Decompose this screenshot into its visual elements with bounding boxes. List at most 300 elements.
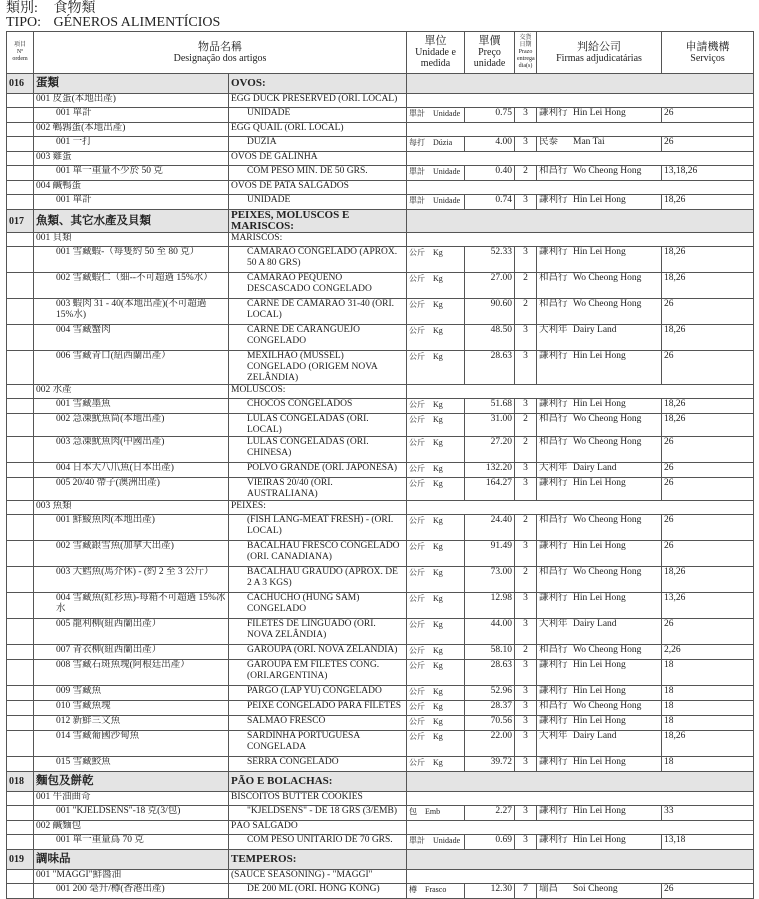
item-name-pt: PEIXE CONGELADO PARA FILETES [229, 701, 407, 716]
unit-price: 44.00 [465, 619, 515, 645]
unit-pt: Kg [433, 479, 443, 488]
item-name-cn: 005 20/40 帶子(澳洲出產) [34, 478, 229, 501]
services: 26 [662, 884, 754, 899]
item-name-pt: BACALHAU FRESCO CONGELADO (ORI. CANADIANA) [229, 541, 407, 567]
ordem-cell [7, 299, 34, 325]
item-row [7, 806, 754, 821]
group-name-cn: 001 皮蛋(本地出產) [34, 94, 229, 108]
item-row [7, 166, 754, 181]
delivery-days: 3 [515, 660, 537, 686]
firm-cell [537, 541, 662, 567]
ordem-cell [7, 123, 34, 137]
ordem-cell [7, 414, 34, 437]
item-name-cn: 004 日本大八爪魚(日本出產) [34, 463, 229, 478]
group-row [7, 123, 754, 137]
unit-pt: Kg [433, 687, 443, 696]
unit-cn: 樽 [409, 885, 418, 894]
services: 26 [662, 515, 754, 541]
group-name-pt: (SAUCE SEASONING) - "MAGGI" [229, 870, 407, 884]
firm-cell [537, 515, 662, 541]
group-filler [407, 94, 754, 108]
item-name-pt: BACALHAU GRAÚDO (APROX. DE 2 A 3 KGS) [229, 567, 407, 593]
services: 13,18 [662, 835, 754, 850]
firm-cell [537, 325, 662, 351]
group-name-pt: PEIXES: [229, 501, 407, 515]
desc-pt: Designação dos artigos [173, 52, 267, 64]
services: 26 [662, 437, 754, 463]
services: 18 [662, 686, 754, 701]
item-name-pt: FILETES DE LINGUADO (ORI. NOVA ZELÂNDIA) [229, 619, 407, 645]
item-name-pt: VIEIRAS 20/40 (ORI. AUSTRALIANA) [229, 478, 407, 501]
delivery-days: 3 [515, 478, 537, 501]
section-filler [407, 850, 754, 870]
unit-pt: Emb [425, 807, 441, 816]
unit-cn: 包 [409, 807, 418, 816]
desc-cn: 物品名稱 [198, 40, 242, 53]
firm-name: Hin Lei Hong [573, 399, 626, 409]
item-name-cn: 001 鮮鯪魚肉(本地出產) [34, 515, 229, 541]
item-row [7, 731, 754, 757]
unit-cn: 公斤 [409, 758, 426, 767]
group-filler [407, 792, 754, 806]
item-name-pt: MEXILHÃO (MUSSEL) CONGELADO (ORIGEM NOVA ZELÂNDIA) [229, 351, 407, 385]
unit-cell [407, 884, 465, 899]
firm-name-cn: 瑞昌 [539, 884, 559, 894]
group-row [7, 181, 754, 195]
unit-pt: Kg [433, 568, 443, 577]
section-name-pt: TEMPEROS: [229, 850, 407, 870]
item-name-cn: 005 龍利柳(紐西蘭出產） [34, 619, 229, 645]
firm-name-cn: 謙利行 [539, 806, 568, 816]
delivery-days: 2 [515, 299, 537, 325]
ordem-cell [7, 731, 34, 757]
unit-price: 90.60 [465, 299, 515, 325]
group-name-pt: MARISCOS: [229, 233, 407, 247]
item-name-pt: SALMÃO FRESCO [229, 716, 407, 731]
group-filler [407, 821, 754, 835]
group-name-pt: EGG QUAIL (ORI. LOCAL) [229, 123, 407, 137]
firm-name-cn: 和昌行 [539, 645, 568, 655]
unit-price: 31.00 [465, 414, 515, 437]
item-row [7, 835, 754, 850]
firm-name: Wo Cheong Hong [573, 701, 642, 711]
ordem-cell [7, 233, 34, 247]
firm-cell [537, 351, 662, 385]
group-name-cn: 001 貝類 [34, 233, 229, 247]
unit-cell [407, 273, 465, 299]
ordem-cell [7, 195, 34, 210]
unit-cell [407, 835, 465, 850]
firm-name-cn: 大利年 [539, 463, 568, 473]
unit-price: 0.75 [465, 108, 515, 123]
unit-pt: Kg [433, 646, 443, 655]
item-row [7, 515, 754, 541]
item-name-pt: CAMARÃO PEQUENO DESCASCADO CONGELADO [229, 273, 407, 299]
section-name-pt: PÃO E BOLACHAS: [229, 772, 407, 792]
price-cn: 單價 [478, 35, 501, 47]
firm-name: Wo Cheong Hong [573, 273, 642, 283]
unit-cell [407, 195, 465, 210]
delivery-days: 3 [515, 399, 537, 414]
group-name-pt: EGG DUCK PRESERVED (ORI. LOCAL) [229, 94, 407, 108]
unit-pt: Kg [433, 516, 443, 525]
unit-pt: Unidade e medida [415, 47, 456, 69]
services: 26 [662, 463, 754, 478]
ordem-cell [7, 716, 34, 731]
unit-price: 52.33 [465, 247, 515, 273]
section-row [7, 772, 754, 792]
unit-cn: 單計 [409, 109, 426, 118]
delivery-days: 3 [515, 108, 537, 123]
ordem-cell [7, 399, 34, 414]
unit-pt: Kg [433, 352, 443, 361]
ordem-cn: 項目 [13, 42, 26, 48]
group-filler [407, 870, 754, 884]
item-name-cn: 003 大鱈魚(馬介休) - (約 2 至 3 公斤） [34, 567, 229, 593]
section-row [7, 850, 754, 870]
item-row [7, 325, 754, 351]
unit-pt: Unidade [433, 167, 461, 176]
item-name-pt: PARGO (LAP YU) CONGELADO [229, 686, 407, 701]
firm-name-cn: 和昌行 [539, 414, 568, 424]
unit-cell [407, 716, 465, 731]
item-name-pt: COM PESO UNITÁRIO DE 70 GRS. [229, 835, 407, 850]
section-row [7, 210, 754, 233]
unit-pt: Kg [433, 717, 443, 726]
item-name-pt: SERRA CONGELADO [229, 757, 407, 772]
section-name-cn: 蛋類 [34, 74, 229, 94]
group-row [7, 870, 754, 884]
unit-cn: 公斤 [409, 568, 426, 577]
services: 18,26 [662, 325, 754, 351]
section-code: 018 [7, 772, 34, 792]
delivery-days: 3 [515, 731, 537, 757]
firm-cell [537, 806, 662, 821]
unit-cn: 公斤 [409, 516, 426, 525]
ordem-cell [7, 385, 34, 399]
item-row [7, 137, 754, 152]
item-row [7, 463, 754, 478]
delivery-days: 3 [515, 325, 537, 351]
unit-cn: 每打 [409, 138, 426, 147]
section-filler [407, 74, 754, 94]
group-name-cn: 001 "MAGGI"鮮醬油 [34, 870, 229, 884]
firm-name-cn: 謙利行 [539, 835, 568, 845]
section-name-cn: 麵包及餅乾 [34, 772, 229, 792]
firm-pt: Firmas adjudicatárias [556, 52, 642, 64]
ordem-cell [7, 351, 34, 385]
services: 18 [662, 757, 754, 772]
firm-cell [537, 731, 662, 757]
group-filler [407, 233, 754, 247]
firm-name-cn: 謙利行 [539, 351, 568, 361]
item-name-pt: "KJELDSENS" - DE 18 GRS (3/EMB) [229, 806, 407, 821]
unit-cn: 單位 [424, 35, 447, 47]
unit-cn: 公斤 [409, 620, 426, 629]
item-row [7, 757, 754, 772]
unit-cn: 單計 [409, 167, 426, 176]
item-name-cn: 014 雪藏葡國沙甸魚 [34, 731, 229, 757]
firm-name: Dairy Land [573, 463, 617, 473]
col-header-ordem [7, 32, 34, 74]
unit-pt: Kg [433, 415, 443, 424]
item-name-cn: 001 單計 [34, 108, 229, 123]
firm-name-cn: 大利年 [539, 325, 568, 335]
firm-cell [537, 660, 662, 686]
item-name-cn: 001 單一重量爲 70 克 [34, 835, 229, 850]
delivery-days: 2 [515, 273, 537, 299]
item-row [7, 351, 754, 385]
unit-pt: Frasco [425, 885, 447, 894]
item-name-cn: 007 青衣柳(紐西蘭出產） [34, 645, 229, 660]
delivery-days: 2 [515, 645, 537, 660]
col-header-firmas [537, 32, 662, 74]
services: 26 [662, 137, 754, 152]
ordem-cell [7, 501, 34, 515]
unit-price: 52.96 [465, 686, 515, 701]
firm-cell [537, 884, 662, 899]
unit-cell [407, 541, 465, 567]
delivery-days: 2 [515, 437, 537, 463]
ordem-cell [7, 463, 34, 478]
unit-cell [407, 686, 465, 701]
unit-price: 24.40 [465, 515, 515, 541]
unit-cell [407, 325, 465, 351]
type-label: TIPO: [6, 15, 41, 30]
item-name-pt: CACHUCHO (HUNG SAM) CONGELADO [229, 593, 407, 619]
unit-pt: Kg [433, 300, 443, 309]
item-name-cn: 010 雪藏魚塊 [34, 701, 229, 716]
unit-cn: 單計 [409, 196, 426, 205]
unit-price: 91.49 [465, 541, 515, 567]
unit-cell [407, 108, 465, 123]
firm-name: Wo Cheong Hong [573, 567, 642, 577]
item-name-pt: UNIDADE [229, 195, 407, 210]
unit-price: 0.40 [465, 166, 515, 181]
unit-cn: 單計 [409, 836, 426, 845]
unit-pt: Kg [433, 702, 443, 711]
firm-name: Hin Lei Hong [573, 108, 626, 118]
firm-cell [537, 478, 662, 501]
services: 13,26 [662, 593, 754, 619]
item-name-pt: CARNE DE CAMARÃO 31-40 (ORI. LOCAL) [229, 299, 407, 325]
firm-name-cn: 大利年 [539, 731, 568, 741]
group-filler [407, 123, 754, 137]
services: 26 [662, 351, 754, 385]
firm-name-cn: 謙利行 [539, 399, 568, 409]
group-name-cn: 004 鹹鴨蛋 [34, 181, 229, 195]
item-row [7, 541, 754, 567]
firm-cell [537, 757, 662, 772]
unit-price: 4.00 [465, 137, 515, 152]
unit-price: 48.50 [465, 325, 515, 351]
firm-name: Dairy Land [573, 619, 617, 629]
delivery-days: 2 [515, 515, 537, 541]
unit-cell [407, 247, 465, 273]
item-name-pt: CARNE DE CARANGUEJO CONGELADO [229, 325, 407, 351]
services: 18,26 [662, 399, 754, 414]
unit-cn: 公斤 [409, 438, 426, 447]
item-row [7, 701, 754, 716]
unit-cn: 公斤 [409, 400, 426, 409]
firm-name-cn: 謙利行 [539, 478, 568, 488]
ordem-cell [7, 137, 34, 152]
firm-name: Wo Cheong Hong [573, 645, 642, 655]
firm-cell [537, 166, 662, 181]
firm-cell [537, 716, 662, 731]
unit-cn: 公斤 [409, 661, 426, 670]
section-code: 019 [7, 850, 34, 870]
item-name-cn: 001 雪藏蝦-（每隻約 50 至 80 克） [34, 247, 229, 273]
unit-pt: Kg [433, 464, 443, 473]
firm-name: Hin Lei Hong [573, 478, 626, 488]
unit-price: 12.30 [465, 884, 515, 899]
ordem-cell [7, 325, 34, 351]
firm-name: Hin Lei Hong [573, 835, 626, 845]
services: 26 [662, 478, 754, 501]
col-header-prazo [515, 32, 537, 74]
unit-cell [407, 166, 465, 181]
unit-pt: Kg [433, 542, 443, 551]
ordem-cell [7, 181, 34, 195]
col-header-servicos [662, 32, 754, 74]
ordem-cell [7, 806, 34, 821]
firm-name-cn: 和昌行 [539, 701, 568, 711]
unit-price: 132.20 [465, 463, 515, 478]
unit-cn: 公斤 [409, 702, 426, 711]
firm-name: Hin Lei Hong [573, 716, 626, 726]
section-name-pt: OVOS: [229, 74, 407, 94]
unit-pt: Kg [433, 248, 443, 257]
group-name-pt: BISCOITOS BUTTER COOKIES [229, 792, 407, 806]
group-filler [407, 181, 754, 195]
unit-cn: 公斤 [409, 479, 426, 488]
item-row [7, 299, 754, 325]
firm-name: Wo Cheong Hong [573, 414, 642, 424]
delivery-days: 3 [515, 716, 537, 731]
firm-name: Hin Lei Hong [573, 247, 626, 257]
delivery-days: 3 [515, 195, 537, 210]
category-label: 類別: [6, 1, 38, 16]
firm-name-cn: 和昌行 [539, 166, 568, 176]
item-row [7, 660, 754, 686]
ordem-cell [7, 870, 34, 884]
ordem-cell [7, 701, 34, 716]
delivery-days: 3 [515, 463, 537, 478]
item-row [7, 399, 754, 414]
delivery-days: 3 [515, 351, 537, 385]
firm-name-cn: 民泰 [539, 137, 559, 147]
firm-cell [537, 619, 662, 645]
firm-cell [537, 593, 662, 619]
item-row [7, 686, 754, 701]
item-name-pt: GAROUPA EM FILETES CONG. (ORI.ARGENTINA) [229, 660, 407, 686]
unit-cell [407, 567, 465, 593]
unit-cn: 公斤 [409, 415, 426, 424]
section-filler [407, 210, 754, 233]
item-name-pt: LULAS CONGELADAS (ORI. LOCAL) [229, 414, 407, 437]
firm-cell [537, 299, 662, 325]
item-name-pt: LULAS CONGELADAS (ORI. CHINESA) [229, 437, 407, 463]
unit-cell [407, 619, 465, 645]
item-name-pt: DE 200 ML (ORI. HONG KONG) [229, 884, 407, 899]
unit-cn: 公斤 [409, 646, 426, 655]
unit-pt: Dúzia [433, 138, 453, 147]
item-name-pt: GAROUPA (ORI. NOVA ZELÂNDIA) [229, 645, 407, 660]
delivery-days: 2 [515, 414, 537, 437]
section-name-cn: 魚類、其它水產及貝類 [34, 210, 229, 233]
item-name-pt: CAMARÃO CONGELADO (APROX. 50 A 80 GRS) [229, 247, 407, 273]
delivery-days: 3 [515, 541, 537, 567]
firm-name: Wo Cheong Hong [573, 299, 642, 309]
item-row [7, 478, 754, 501]
firm-cell [537, 701, 662, 716]
unit-pt: Kg [433, 620, 443, 629]
firm-name-cn: 謙利行 [539, 716, 568, 726]
unit-cell [407, 731, 465, 757]
unit-price: 22.00 [465, 731, 515, 757]
group-name-pt: OVOS DE PATA SALGADOS [229, 181, 407, 195]
item-name-cn: 008 雪藏石斑魚塊(阿根廷出產） [34, 660, 229, 686]
unit-cn: 公斤 [409, 732, 426, 741]
item-name-pt: CHOCOS CONGELADOS [229, 399, 407, 414]
firm-name-cn: 謙利行 [539, 757, 568, 767]
ordem-cell [7, 247, 34, 273]
firm-name-cn: 和昌行 [539, 515, 568, 525]
unit-price: 51.68 [465, 399, 515, 414]
group-name-cn: 001 牛油曲奇 [34, 792, 229, 806]
item-name-cn: 001 單一重量不少於 50 克 [34, 166, 229, 181]
group-name-cn: 003 雞蛋 [34, 152, 229, 166]
services: 18,26 [662, 273, 754, 299]
firm-name-cn: 謙利行 [539, 686, 568, 696]
firm-name: Hin Lei Hong [573, 541, 626, 551]
firm-cell [537, 108, 662, 123]
delivery-days: 7 [515, 884, 537, 899]
item-name-cn: 002 急凍魷魚筒(本地出產) [34, 414, 229, 437]
unit-pt: Kg [433, 274, 443, 283]
section-name-cn: 調味品 [34, 850, 229, 870]
item-row [7, 567, 754, 593]
unit-pt: Kg [433, 400, 443, 409]
services: 26 [662, 619, 754, 645]
table-header-row [7, 32, 754, 74]
firm-cell [537, 414, 662, 437]
ordem-pt: ordem [12, 56, 28, 62]
unit-cn: 公斤 [409, 594, 426, 603]
category-value: 食物類 [53, 1, 96, 16]
item-name-pt: (FISH LANG-MEAT FRESH) - (ORI. LOCAL) [229, 515, 407, 541]
delivery-days: 3 [515, 593, 537, 619]
unit-cn: 公斤 [409, 717, 426, 726]
section-filler [407, 772, 754, 792]
delivery-days: 2 [515, 166, 537, 181]
unit-cell [407, 463, 465, 478]
ordem-cell [7, 835, 34, 850]
table-body [7, 74, 754, 899]
unit-price: 39.72 [465, 757, 515, 772]
ordem-cell [7, 821, 34, 835]
group-row [7, 792, 754, 806]
unit-cell [407, 515, 465, 541]
svc-pt: Serviços [690, 52, 725, 64]
ordem-cell [7, 515, 34, 541]
price-pt: Preço unidade [473, 47, 506, 69]
firm-name-cn: 謙利行 [539, 541, 568, 551]
unit-cell [407, 660, 465, 686]
unit-price: 27.00 [465, 273, 515, 299]
group-name-cn: 002 鹹麵包 [34, 821, 229, 835]
